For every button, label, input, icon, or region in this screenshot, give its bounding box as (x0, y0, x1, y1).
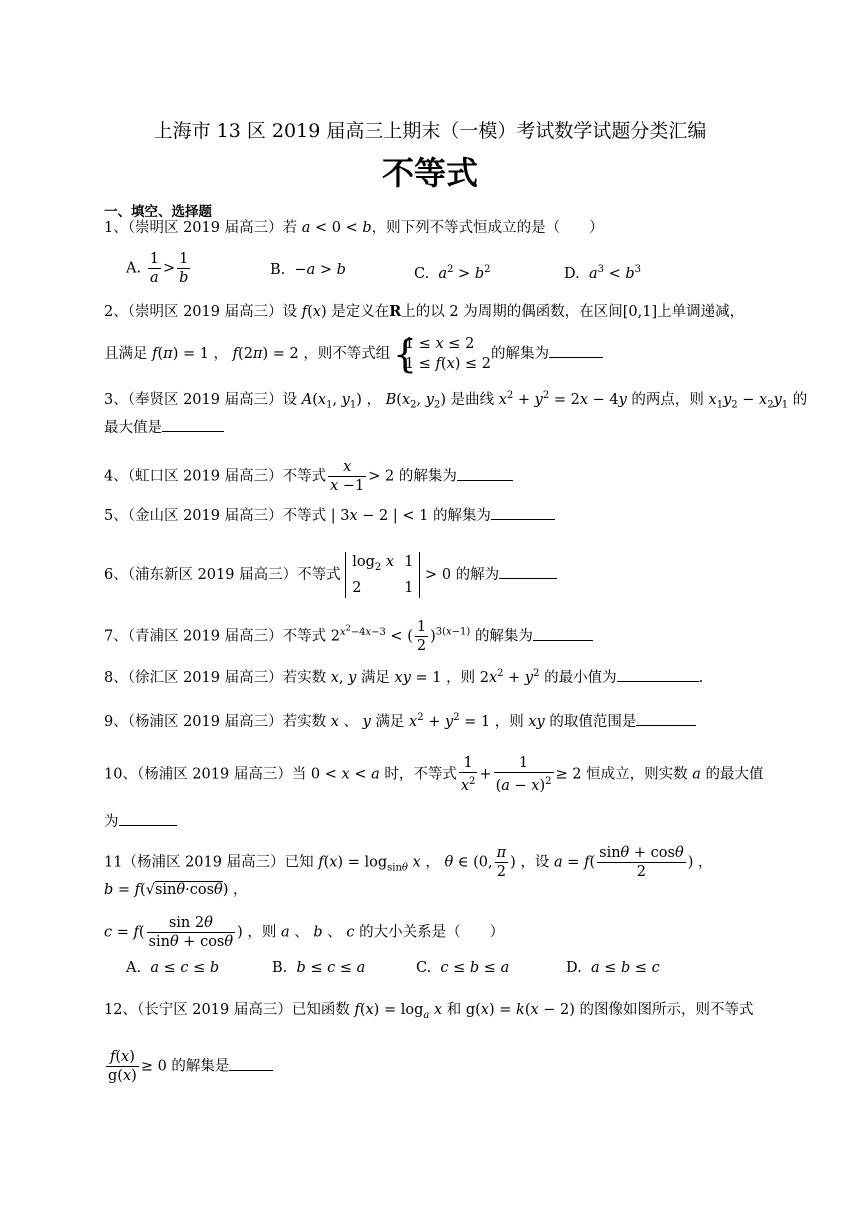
question-3: 3、（奉贤区 2019 届高三）设 $A(x_1$, $y_1$) ， $B(x_2$, $y_2$) 是曲线 $x^2 + y^2 = 2x - 4y$ 的两点，则 $x_1y_2 - x_2y_1$ 的 (104, 390, 808, 411)
question-10: 10、（杨浦区 2019 届高三）当 0 < x < a 时，不等式 $\frac{1}{x^2}$ + $\frac{1}{(a - x)^2}$ ≥ 2 恒成立，则实数 a 的最大值 (104, 755, 764, 794)
q1-option-a: A. $\frac{1}{a}$ > $\frac{1}{b}$ (126, 251, 189, 286)
question-5: 5、（金山区 2019 届高三）不等式 | 3x − 2 | < 1 的解集为 (104, 506, 555, 526)
question-12-line-2: $\frac{f(x)}{g(x)}$ ≥ 0 的解集是 (104, 1048, 273, 1085)
q1-option-b: B. −a > b (270, 262, 346, 278)
question-2-line-2: 且满足 f(π) = 1 ， f(2π) = 2 ，则不等式组 { 1 ≤ x ≤ 2 1 ≤ f(x) ≤ 2 的解集为 (104, 334, 603, 374)
question-9: 9、（杨浦区 2019 届高三）若实数 x 、 y 满足 $x^2 + y^2 = 1$ ，则 xy 的取值范围是 (104, 708, 696, 732)
q11-option-c: C. c ≤ b ≤ a (416, 960, 510, 976)
question-4: 4、（虹口区 2019 届高三）不等式 $\frac{x}{x -1}$ > 2 的解集为 (104, 458, 513, 495)
document-title: 不等式 (381, 154, 478, 192)
question-1: 1、（崇明区 2019 届高三）若 a < 0 < b，则下列不等式恒成立的是（ ） (104, 220, 604, 236)
question-2: 2、（崇明区 2019 届高三）设 f(x) 是定义在R上的以 2 为周期的偶函数，在区间[0,1]上单调递减， (104, 303, 745, 320)
question-10-line-2: 为 (104, 812, 177, 832)
q11-option-b: B. b ≤ c ≤ a (272, 960, 366, 976)
question-7: 7、（青浦区 2019 届高三）不等式 $2^{x^2-4x-3}$ < ( $\frac{1}{2}$ )$^{3(x-1)}$ 的解集为 (104, 618, 593, 655)
q11-option-a: A. a ≤ c ≤ b (126, 960, 220, 976)
question-11-line-3: c = f( $\frac{\sin 2\theta}{\sin\theta + \cos\theta}$ ) ，则 a 、 b 、 c 的大小关系是（ ） (104, 915, 505, 950)
q1-option-d: D. $a^3 < b^3$ (564, 264, 642, 282)
document-subtitle: 上海市 13 区 2019 届高三上期末（一模）考试数学试题分类汇编 (153, 120, 707, 142)
question-11-line-2: b = f(√sinθ·cosθ) ， (104, 882, 248, 898)
question-3-line-2: 最大值是 (104, 418, 224, 438)
question-12: 12、（长宁区 2019 届高三）已知函数 $f(x) = \log_a x$ 和 g(x) = k(x − 2) 的图像如图所示，则不等式 (104, 1002, 754, 1021)
question-11: 11（杨浦区 2019 届高三）已知 $f(x) = \log_{sin\theta} x$ ， θ ∈ (0, $\frac{\pi}{2}$ ) ，设 a = f( $\frac{\sin\theta + \cos\theta}{2}$ ) ， (104, 845, 713, 880)
q1-option-c: C. $a^2 > b^2$ (414, 264, 491, 282)
section-heading: 一、填空、选择题 (104, 204, 212, 220)
question-8: 8、（徐汇区 2019 届高三）若实数 x, y 满足 xy = 1 ，则 $2x^2 + y^2$ 的最小值为 . (104, 668, 704, 686)
q11-option-d: D. a ≤ b ≤ c (566, 960, 660, 976)
question-6: 6、（浦东新区 2019 届高三）不等式 $\log_2 x$ 1 2 1 > 0 的解为 (104, 552, 557, 598)
